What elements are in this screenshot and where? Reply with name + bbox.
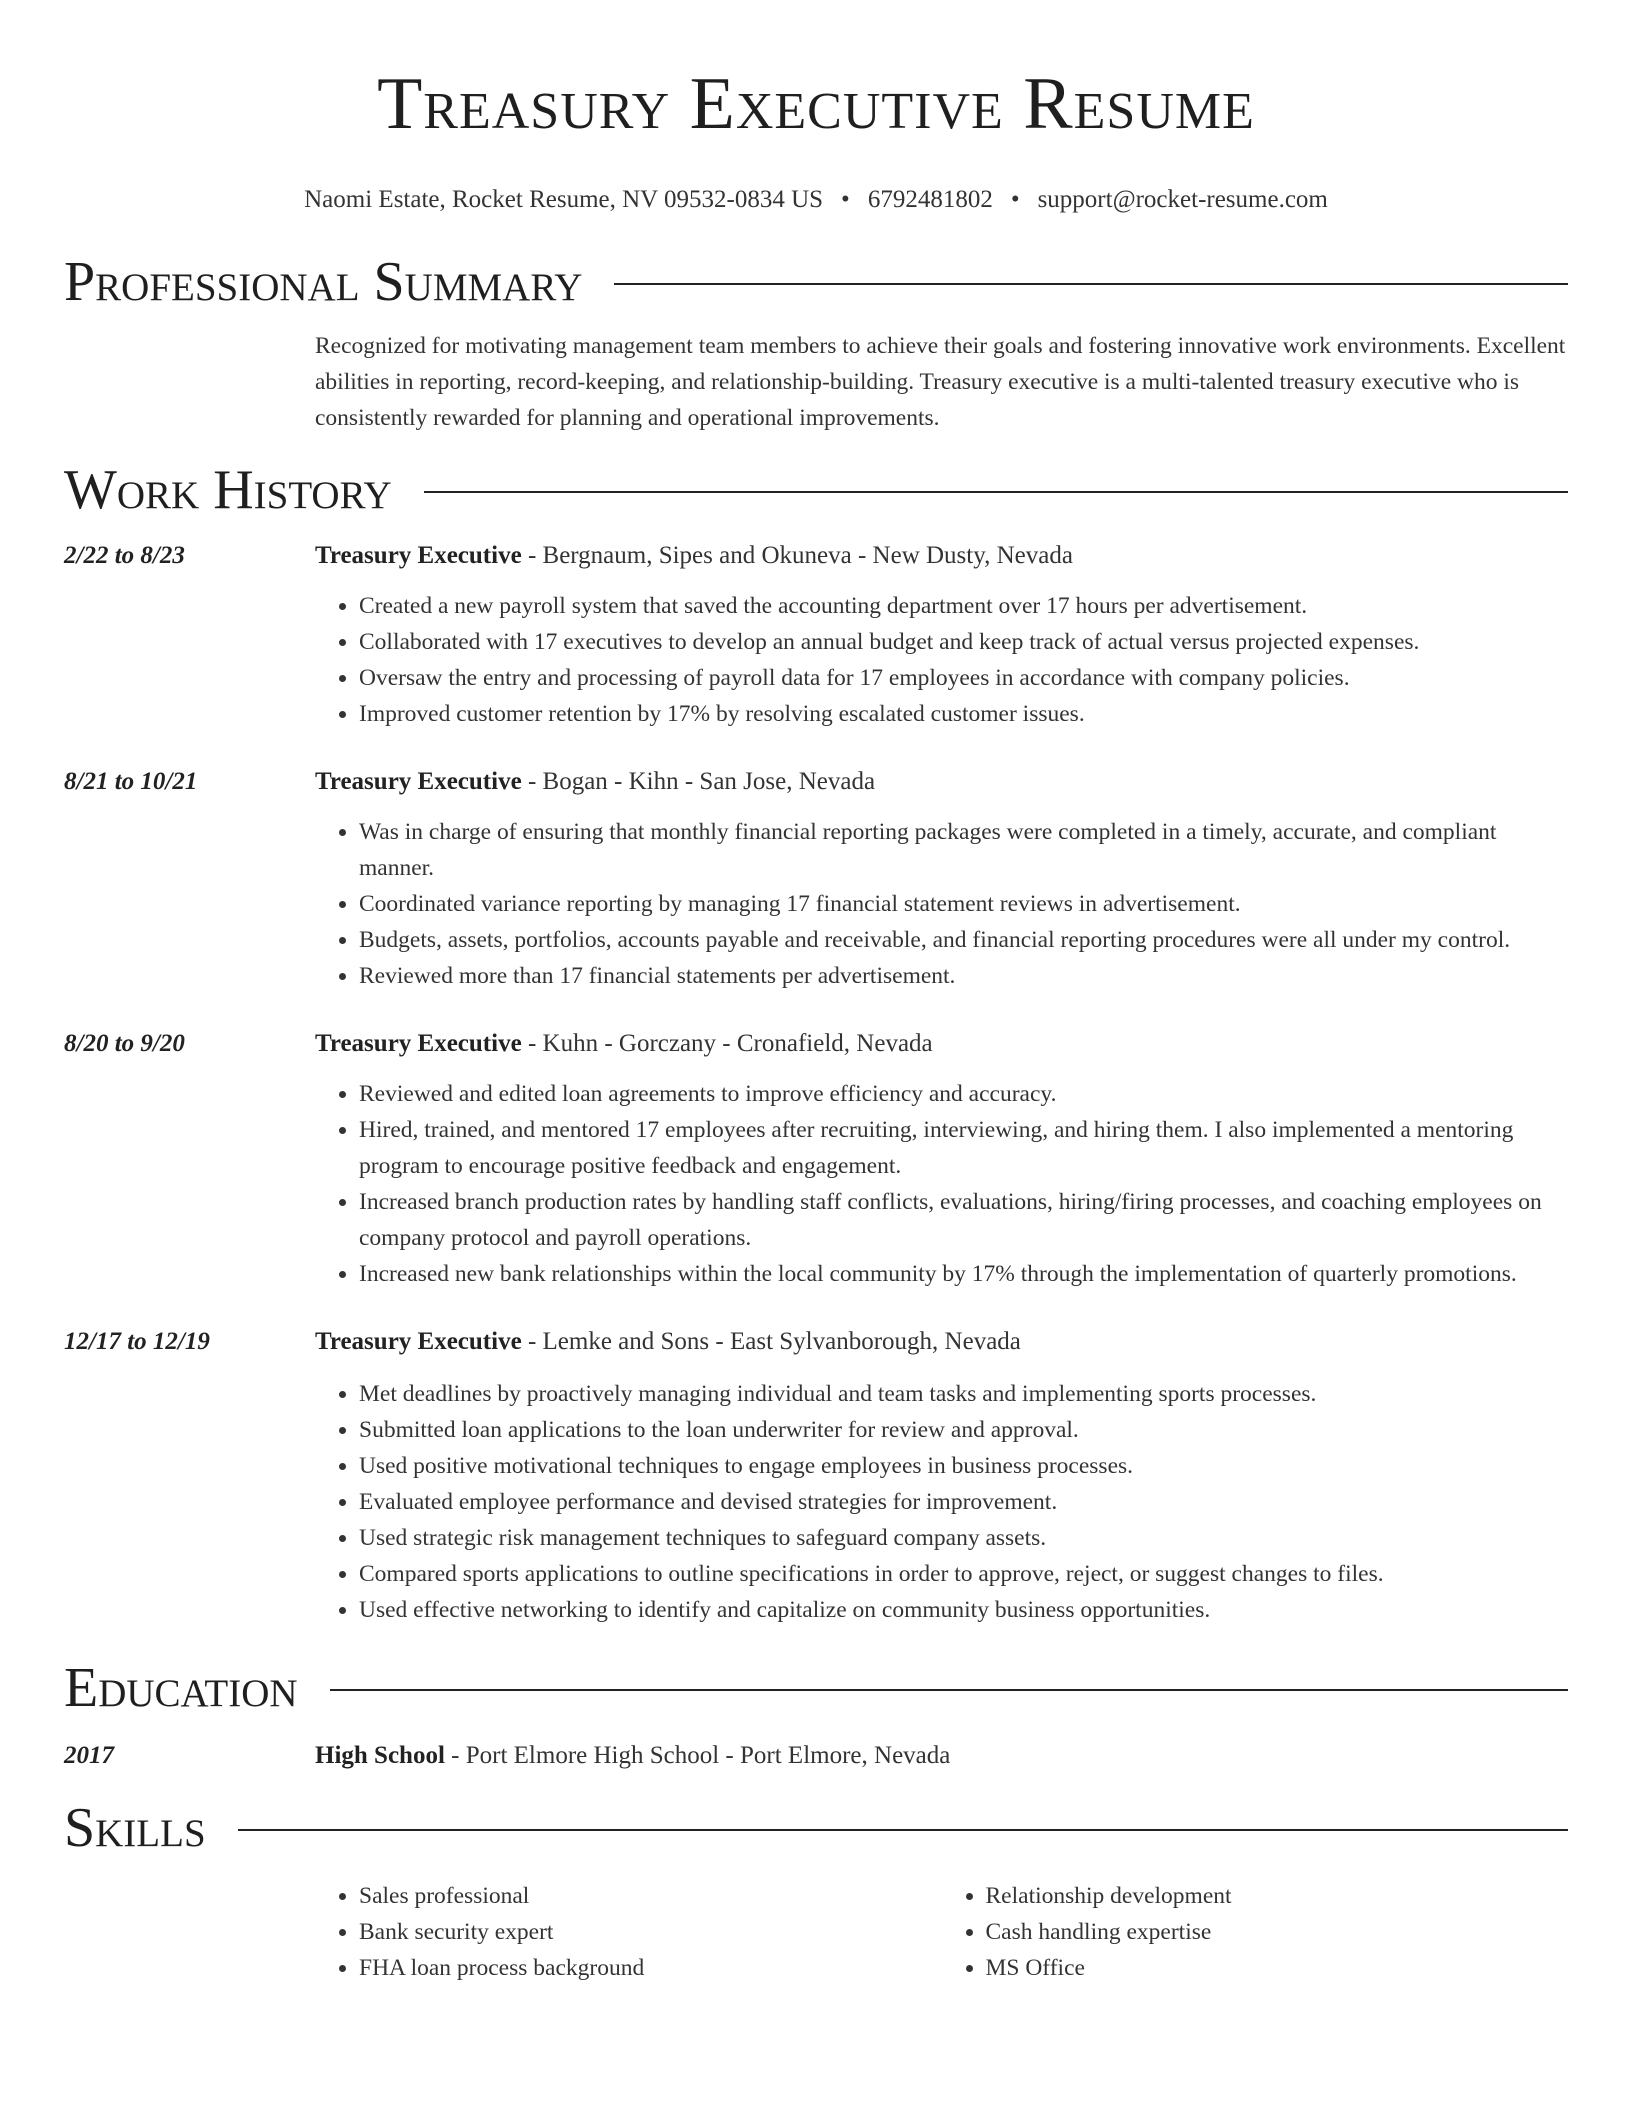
- job-heading: [315, 1326, 1568, 1358]
- job-body: [315, 1028, 1568, 1292]
- job-dates: 8/20 to 9/20: [64, 1030, 185, 1057]
- job-heading: [315, 766, 1568, 798]
- skills-heading: Skills: [64, 1797, 206, 1859]
- list-item: • Used effective networking to identify and capitalize on community business opportunities.: [359, 1592, 1568, 1628]
- list-item: • Relationship development: [986, 1878, 1569, 1914]
- list-item: • Sales professional: [359, 1878, 942, 1914]
- job-bullets: [315, 814, 1568, 994]
- list-item: • Increased new bank relationships within the local community by 17% through the implementation of quarterly promotions.: [359, 1256, 1568, 1292]
- phone: 6792481802: [867, 186, 993, 213]
- list-item: • Reviewed and edited loan agreements to improve efficiency and accuracy.: [359, 1076, 1568, 1112]
- list-item: • Bank security expert: [359, 1914, 942, 1950]
- skills-section-heading: [64, 1796, 1568, 1860]
- job-body: [315, 1326, 1568, 1628]
- list-item: • Submitted loan applications to the loan underwriter for review and approval.: [359, 1412, 1568, 1448]
- page-title: Treasury Executive Resume: [377, 63, 1255, 145]
- education-body: [315, 1740, 1568, 1772]
- list-item: • Used positive motivational techniques to engage employees in business processes.: [359, 1448, 1568, 1484]
- job-details: - Bogan - Kihn - San Jose, Nevada: [521, 768, 876, 795]
- education-section-heading: [64, 1656, 1568, 1720]
- list-item: • Improved customer retention by 17% by resolving escalated customer issues.: [359, 696, 1568, 732]
- section-divider: [424, 491, 1568, 493]
- list-item: • Cash handling expertise: [986, 1914, 1569, 1950]
- list-item: • Budgets, assets, portfolios, accounts payable and receivable, and financial reporting procedures were all under my control.: [359, 922, 1568, 958]
- skills-list: [315, 1878, 1568, 1986]
- education-entry: [64, 1740, 1568, 1772]
- skills-column-right: [942, 1878, 1569, 1986]
- skills-column-left: [315, 1878, 942, 1986]
- education-details: - Port Elmore High School - Port Elmore, Nevada: [444, 1742, 951, 1769]
- list-item: • Hired, trained, and mentored 17 employees after recruiting, interviewing, and hiring them. I also implemented a mentoring program to encourage positive feedback and engagement.: [359, 1112, 1568, 1184]
- list-item: • Oversaw the entry and processing of payroll data for 17 employees in accordance with company policies.: [359, 660, 1568, 696]
- job-heading: [315, 540, 1568, 572]
- section-divider: [330, 1689, 1568, 1691]
- contact-separator: •: [1010, 186, 1020, 213]
- summary-section-heading: [64, 250, 1568, 314]
- list-item: • Reviewed more than 17 financial statements per advertisement.: [359, 958, 1568, 994]
- list-item: • Compared sports applications to outline specifications in order to approve, reject, or suggest changes to files.: [359, 1556, 1568, 1592]
- contact-separator: •: [841, 186, 850, 213]
- job-heading: [315, 1028, 1568, 1060]
- job-bullets: [315, 1076, 1568, 1292]
- job-bullets: [315, 588, 1568, 732]
- list-item: • Evaluated employee performance and devised strategies for improvement.: [359, 1484, 1568, 1520]
- job-role: Treasury Executive: [315, 1030, 522, 1057]
- job-bullets: [315, 1376, 1568, 1628]
- job-dates: 2/22 to 8/23: [64, 542, 185, 569]
- education-heading: Education: [64, 1657, 298, 1719]
- section-divider: [238, 1829, 1568, 1831]
- list-item: • MS Office: [986, 1950, 1569, 1986]
- list-item: • Used strategic risk management techniques to safeguard company assets.: [359, 1520, 1568, 1556]
- job-entry: [64, 766, 1568, 994]
- job-details: - Kuhn - Gorczany - Cronafield, Nevada: [521, 1030, 933, 1057]
- list-item: • Met deadlines by proactively managing individual and team tasks and implementing sports processes.: [359, 1376, 1568, 1412]
- list-item: • Created a new payroll system that saved the accounting department over 17 hours per advertisement.: [359, 588, 1568, 624]
- list-item: • Was in charge of ensuring that monthly financial reporting packages were completed in a timely, accurate, and compliant manner.: [359, 814, 1568, 886]
- list-item: • Collaborated with 17 executives to develop an annual budget and keep track of actual versus projected expenses.: [359, 624, 1568, 660]
- job-details: - Lemke and Sons - East Sylvanborough, Nevada: [521, 1328, 1021, 1355]
- job-role: Treasury Executive: [315, 1328, 522, 1355]
- job-dates: 8/21 to 10/21: [64, 768, 198, 795]
- summary-text: Recognized for motivating management team members to achieve their goals and fostering innovative work environments. Excellent abilities in reporting, record-keeping, and relationship-building. Treasury executive is a multi-talented treasury executive who is consistently rewarded for planning and operational improvements.: [315, 333, 1566, 431]
- job-role: Treasury Executive: [315, 542, 522, 569]
- summary-heading: Professional Summary: [64, 251, 583, 313]
- education-year: 2017: [64, 1742, 114, 1769]
- education-degree: High School: [315, 1742, 445, 1769]
- list-item: • FHA loan process background: [359, 1950, 942, 1986]
- education-heading-line: [315, 1740, 1568, 1772]
- email-link[interactable]: support@rocket-resume.com: [1037, 186, 1328, 213]
- contact-line: [64, 184, 1568, 216]
- job-entry: [64, 1028, 1568, 1292]
- address: Naomi Estate, Rocket Resume, NV 09532-0834 US: [304, 186, 824, 213]
- job-dates: 12/17 to 12/19: [64, 1328, 210, 1355]
- job-entry: [64, 1326, 1568, 1628]
- job-body: [315, 766, 1568, 994]
- section-divider: [614, 283, 1568, 285]
- job-body: [315, 540, 1568, 732]
- work-history-heading: Work History: [64, 459, 392, 521]
- job-role: Treasury Executive: [315, 768, 522, 795]
- work-history-section-heading: [64, 458, 1568, 522]
- list-item: • Coordinated variance reporting by managing 17 financial statement reviews in advertisement.: [359, 886, 1568, 922]
- job-entry: [64, 540, 1568, 732]
- job-details: - Bergnaum, Sipes and Okuneva - New Dusty, Nevada: [521, 542, 1073, 569]
- list-item: • Increased branch production rates by handling staff conflicts, evaluations, hiring/firing processes, and coaching employees on company protocol and payroll operations.: [359, 1184, 1568, 1256]
